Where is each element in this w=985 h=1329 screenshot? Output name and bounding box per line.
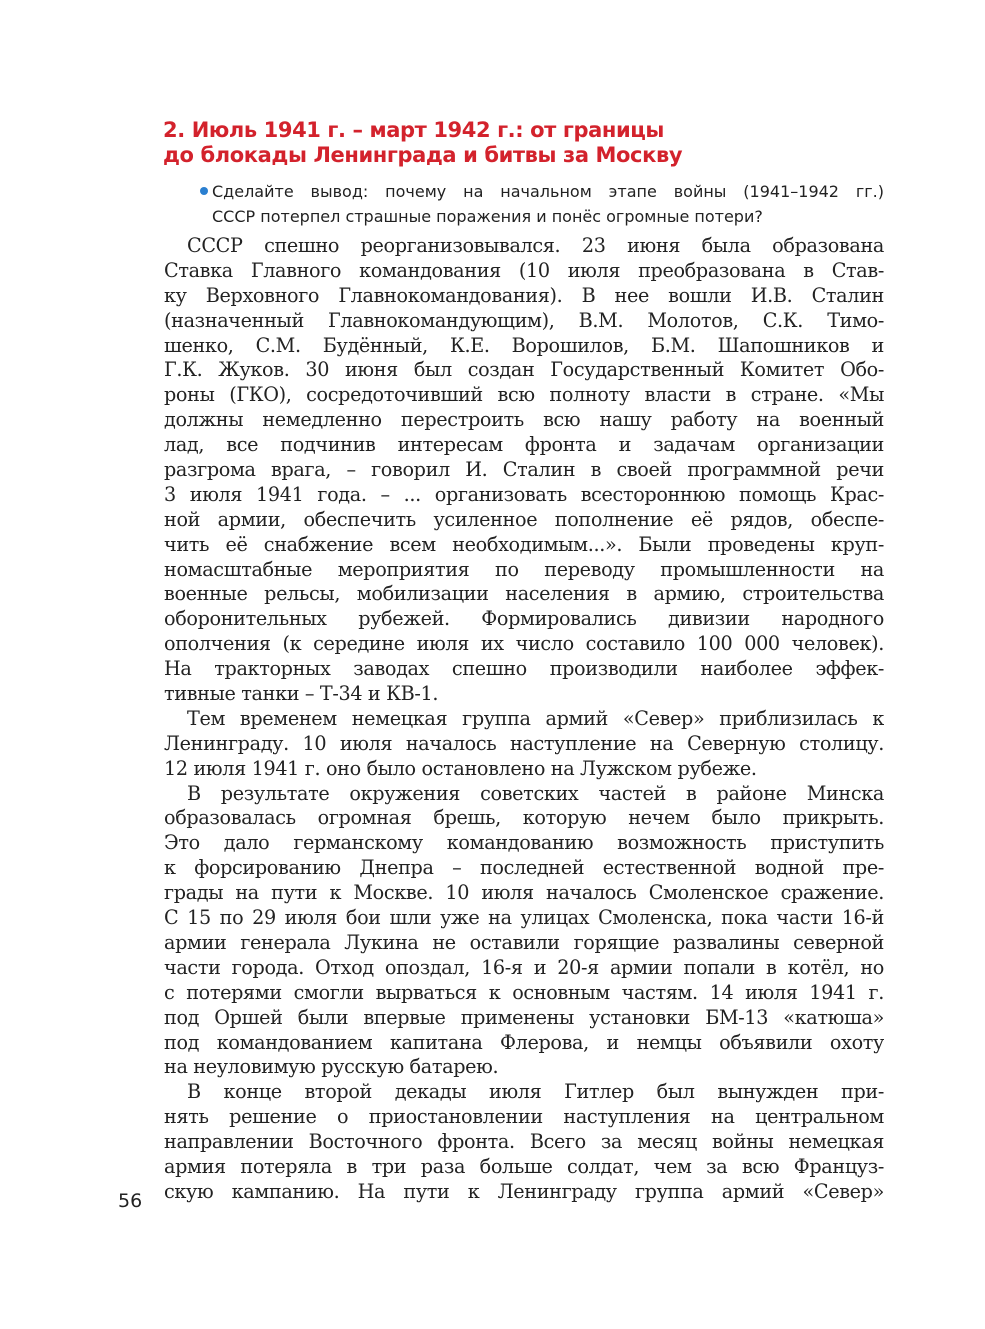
page-number: 56: [118, 1190, 143, 1212]
body-line: разгрома врага, – говорил И. Сталин в своей программной речи: [164, 458, 884, 482]
body-line: На тракторных заводах спешно производили наиболее эффек-: [164, 657, 884, 681]
body-line: грады на пути к Москве. 10 июля началось Смоленское сражение.: [164, 881, 884, 905]
body-line: (назначенный Главнокомандующим), В.М. Молотов, С.К. Тимо-: [164, 308, 884, 332]
body-line: Ленинграду. 10 июля началось наступление на Северную столицу.: [164, 731, 884, 755]
body-line: В результате окружения советских частей в районе Минска: [187, 781, 884, 805]
body-line: номасштабные мероприятия по переводу промышленности на: [164, 557, 884, 581]
body-line: на неуловимую русскую батарею.: [164, 1055, 499, 1079]
body-line: Тем временем немецкая группа армий «Север» приблизилась к: [187, 706, 884, 730]
body-line: армии генерала Лукина не оставили горящие развалины северной: [164, 930, 884, 954]
body-line: под командованием капитана Флерова, и немцы объявили охоту: [164, 1030, 884, 1054]
body-line: части города. Отход опоздал, 16-я и 20-я армии попали в котёл, но: [164, 955, 884, 979]
body-line: армия потеряла в три раза больше солдат, чем за всю Француз-: [164, 1154, 884, 1178]
body-line: под Оршей были впервые применены установки БМ-13 «катюша»: [164, 1005, 884, 1029]
body-line: военные рельсы, мобилизации населения в армию, строительства: [164, 582, 884, 606]
body-line: лад, все подчинив интересам фронта и задачам организации: [164, 433, 884, 457]
heading-line: 2. Июль 1941 г. – март 1942 г.: от границы: [163, 118, 665, 142]
body-line: оборонительных рубежей. Формировались дивизии народного: [164, 607, 884, 631]
body-line: ку Верховного Главнокомандования). В нее вошли И.В. Сталин: [164, 283, 884, 307]
body-line: нять решение о приостановлении наступления на центральном: [164, 1105, 884, 1129]
body-line: шенко, С.М. Будённый, К.Е. Ворошилов, Б.М. Шапошников и: [164, 333, 884, 357]
body-line: Это дало германскому командованию возможность приступить: [164, 831, 884, 855]
body-line: к форсированию Днепра – последней естественной водной пре-: [164, 856, 884, 880]
body-text: [164, 234, 884, 1205]
body-line: ной армии, обеспечить усиленное пополнение её рядов, обеспе-: [164, 507, 884, 531]
heading-line: до блокады Ленинграда и битвы за Москву: [163, 143, 683, 167]
body-line: направлении Восточного фронта. Всего за месяц войны немецкая: [164, 1130, 884, 1154]
section-heading: [163, 118, 863, 168]
body-line: образовалась огромная брешь, которую нечем было прикрыть.: [164, 806, 884, 830]
body-line: роны (ГКО), сосредоточивший всю полноту власти в стране. «Мы: [164, 383, 884, 407]
body-line: Г.К. Жуков. 30 июня был создан Государственный Комитет Обо-: [164, 358, 884, 382]
body-line: скую кампанию. На пути к Ленинграду группа армий «Север»: [164, 1179, 884, 1203]
task-line: СССР потерпел страшные поражения и понёс огромные потери?: [212, 207, 763, 226]
body-line: с потерями смогли вырваться к основным частям. 14 июля 1941 г.: [164, 980, 884, 1004]
body-line: чить её снабжение всем необходимым...». Были проведены круп-: [164, 532, 884, 556]
body-line: должны немедленно перестроить всю нашу работу на военный: [164, 408, 884, 432]
task-line: Сделайте вывод: почему на начальном этапе войны (1941–1942 гг.): [212, 182, 884, 201]
body-line: ополчения (к середине июля их число составило 100 000 человек).: [164, 632, 884, 656]
body-line: СССР спешно реорганизовывался. 23 июня была образована: [187, 234, 884, 257]
task-question: [212, 179, 884, 229]
body-line: 12 июля 1941 г. оно было остановлено на Лужском рубеже.: [164, 756, 757, 780]
body-line: Ставка Главного командования (10 июля преобразована в Став-: [164, 258, 884, 282]
body-line: тивные танки – Т-34 и КВ-1.: [164, 682, 439, 706]
bullet-dot-icon: [200, 187, 208, 195]
body-line: 3 июля 1941 года. – ... организовать всестороннюю помощь Крас-: [164, 482, 884, 506]
body-line: В конце второй декады июля Гитлер был вынужден при-: [187, 1080, 884, 1104]
body-line: С 15 по 29 июля бои шли уже на улицах Смоленска, пока части 16-й: [164, 906, 884, 930]
